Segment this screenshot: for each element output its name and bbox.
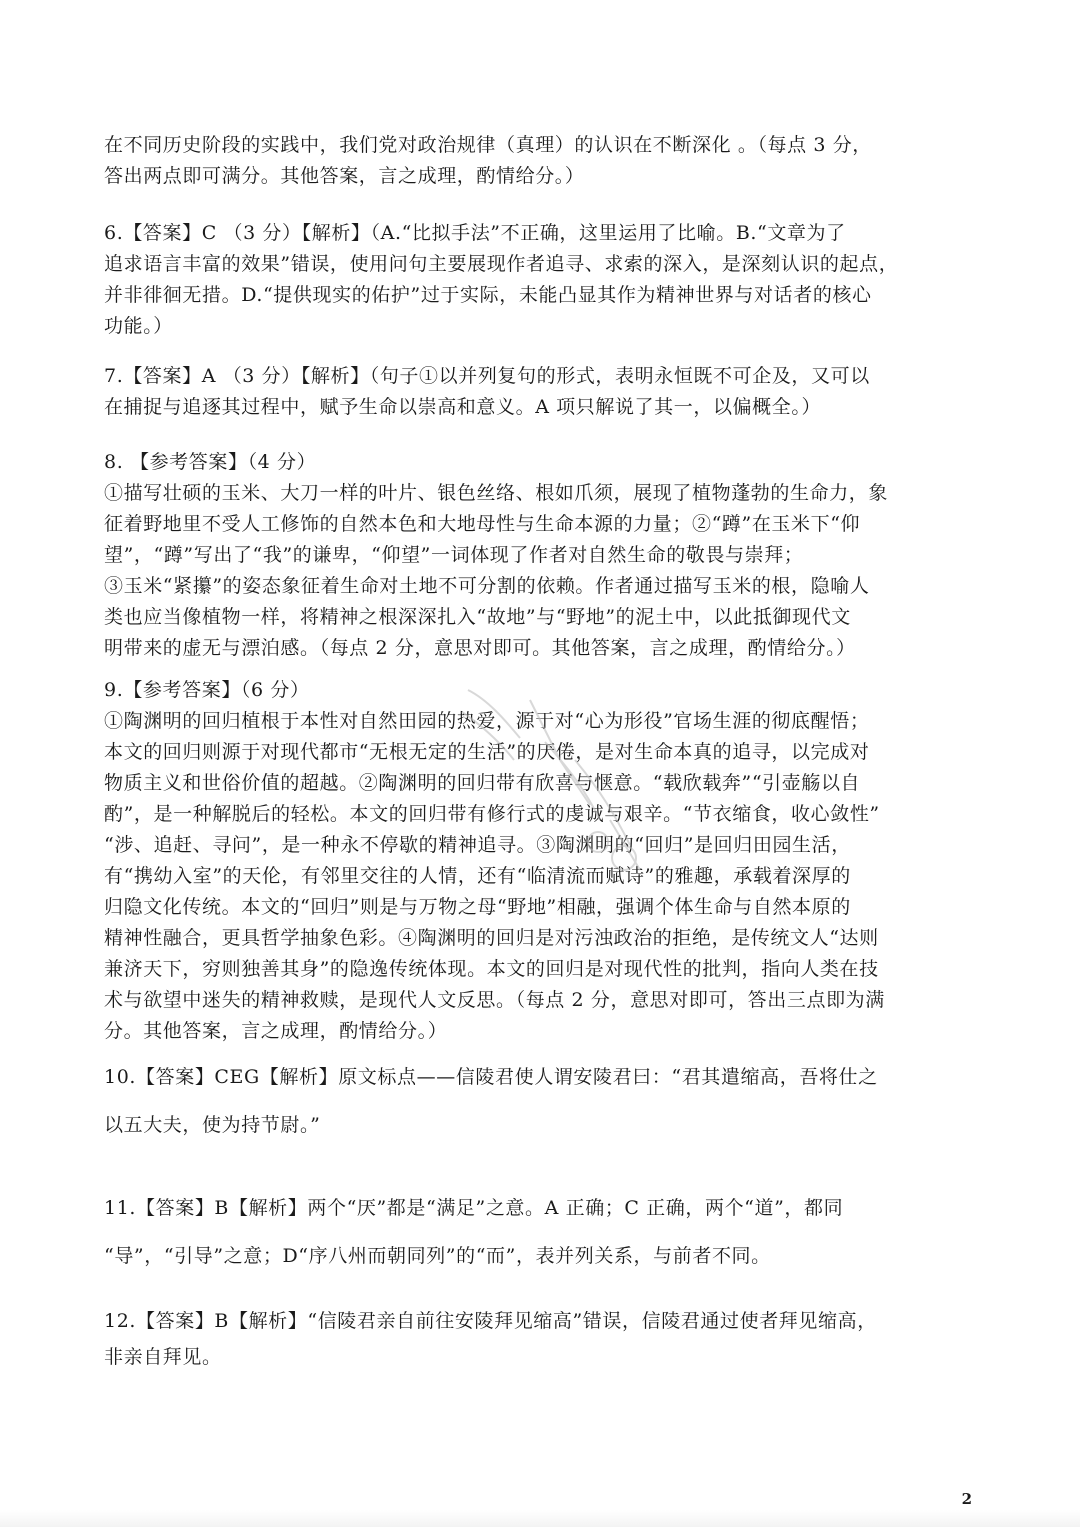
text-line: 征着野地里不受人工修饰的自然本色和大地母性与生命本源的力量；②“蹲”在玉米下“仰 — [104, 513, 861, 535]
answer-11 — [104, 1184, 976, 1280]
text-line: 11.【答案】B【解析】两个“厌”都是“满足”之意。A 正确；C 正确，两个“道”，都同 — [104, 1197, 844, 1219]
text-line: “导”，“引导”之意；D“序八州而朝同列”的“而”，表并列关系，与前者不同。 — [104, 1245, 771, 1267]
text-line: 精神性融合，更具哲学抽象色彩。④陶渊明的回归是对污浊政治的拒绝，是传统文人“达则 — [104, 927, 879, 949]
answer-7 — [104, 361, 976, 423]
text-line: 物质主义和世俗价值的超越。②陶渊明的回归带有欣喜与惬意。“载欣载奔”“引壶觞以自 — [104, 772, 861, 794]
text-line: 非亲自拜见。 — [104, 1346, 222, 1368]
text-line: 并非徘徊无措。D.“提供现实的佑护”过于实际，未能凸显其作为精神世界与对话者的核心 — [104, 284, 872, 306]
text-line: ①描写壮硕的玉米、大刀一样的叶片、银色丝络、根如爪须，展现了植物蓬勃的生命力，象 — [104, 482, 889, 504]
text-line: 功能。） — [104, 315, 173, 337]
text-line: 9.【参考答案】（6 分） — [104, 679, 310, 701]
text-line: 归隐文化传统。本文的“回归”则是与万物之母“野地”相融，强调个体生命与自然本原的 — [104, 896, 851, 918]
text-line: 在不同历史阶段的实践中，我们党对政治规律（真理）的认识在不断深化 。（每点 3 分， — [104, 134, 872, 156]
text-line: 12.【答案】B【解析】“信陵君亲自前往安陵拜见缩高”错误，信陵君通过使者拜见缩高， — [104, 1310, 877, 1332]
text-line: 以五大夫，使为持节尉。” — [104, 1114, 321, 1136]
text-line: 望”，“蹲”写出了“我”的谦卑，“仰望”一词体现了作者对自然生命的敬畏与崇拜； — [104, 544, 804, 566]
text-line: 6.【答案】C （3 分）【解析】（A.“比拟手法”不正确，这里运用了比喻。B.“文章为了 — [104, 222, 846, 244]
text-line: 在捕捉与追逐其过程中，赋予生命以崇高和意义。A 项只解说了其一，以偏概全。） — [104, 396, 822, 418]
text-line: 有“携幼入室”的天伦，有邻里交往的人情，还有“临清流而赋诗”的雅趣，承载着深厚的 — [104, 865, 851, 887]
text-line: 10.【答案】CEG【解析】原文标点——信陵君使人谓安陵君曰：“君其遣缩高，吾将仕之 — [104, 1066, 878, 1088]
text-line: 术与欲望中迷失的精神救赎，是现代人文反思。（每点 2 分，意思对即可，答出三点即为满 — [104, 989, 885, 1011]
page-number: 2 — [961, 1490, 972, 1508]
text-line: 本文的回归则源于对现代都市“无根无定的生活”的厌倦，是对生命本真的追寻，以完成对 — [104, 741, 870, 763]
text-line: ③玉米“紧攥”的姿态象征着生命对土地不可分割的依赖。作者通过描写玉米的根，隐喻人 — [104, 575, 870, 597]
text-line: 类也应当像植物一样，将精神之根深深扎入“故地”与“野地”的泥土中，以此抵御现代文 — [104, 606, 851, 628]
answer-10 — [104, 1053, 976, 1149]
paragraph-continuation — [104, 130, 976, 192]
text-line: 追求语言丰富的效果”错误，使用问句主要展现作者追寻、求索的深入，是深刻认识的起点， — [104, 253, 899, 275]
answer-9 — [104, 675, 976, 1047]
text-line: 兼济天下，穷则独善其身”的隐逸传统体现。本文的回归是对现代性的批判，指向人类在技 — [104, 958, 879, 980]
text-line: 答出两点即可满分。其他答案，言之成理，酌情给分。） — [104, 165, 585, 187]
text-line: 7.【答案】A （3 分）【解析】（句子①以并列复句的形式，表明永恒既不可企及，又可以 — [104, 365, 870, 387]
text-line: 8. 【参考答案】（4 分） — [104, 451, 317, 473]
answer-6 — [104, 218, 976, 342]
text-line: 分。其他答案，言之成理，酌情给分。） — [104, 1020, 448, 1042]
answer-12 — [104, 1303, 976, 1375]
scan-edge — [0, 1510, 1080, 1527]
answer-8 — [104, 447, 976, 664]
text-line: 明带来的虚无与漂泊感。（每点 2 分，意思对即可。其他答案，言之成理，酌情给分。） — [104, 637, 856, 659]
text-line: “涉、追赶、寻问”，是一种永不停歇的精神追寻。③陶渊明的“回归”是回归田园生活， — [104, 834, 851, 856]
text-line: ①陶渊明的回归植根于本性对自然田园的热爱，源于对“心为形役”官场生涯的彻底醒悟； — [104, 710, 870, 732]
text-line: 酌”，是一种解脱后的轻松。本文的回归带有修行式的虔诚与艰辛。“节衣缩食，收心敛性” — [104, 803, 880, 825]
